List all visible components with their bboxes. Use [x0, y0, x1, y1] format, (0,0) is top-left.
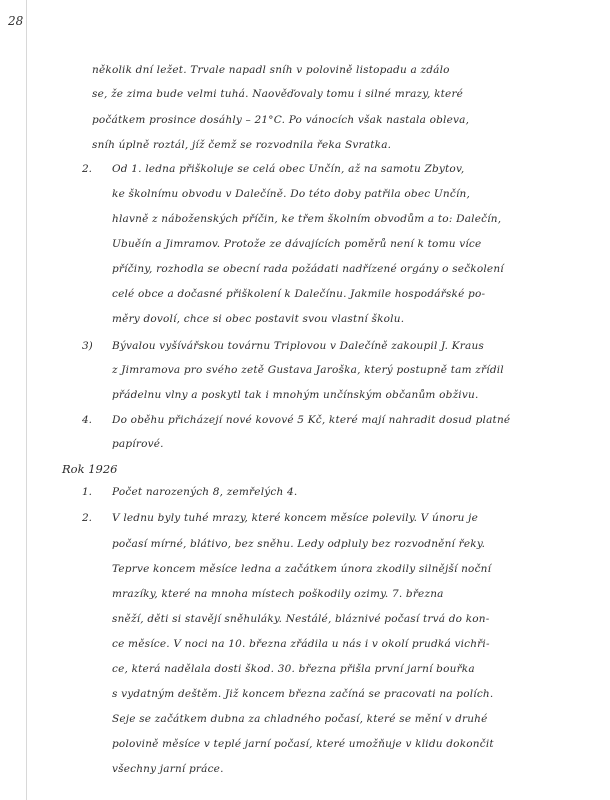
page-margin-line — [26, 0, 27, 800]
text-line: polovině měsíce v teplé jarní počasí, které umožňuje v klidu dokončit — [112, 738, 494, 750]
text-line: počátkem prosince dosáhly – 21°C. Po vánocích však nastala obleva, — [92, 114, 470, 126]
page-number: 28 — [8, 14, 24, 28]
text-line: sněží, děti si stavějí sněhuláky. Nestálé, bláznivé počasí trvá do kon- — [112, 613, 490, 625]
item-number: 2. — [82, 512, 93, 524]
text-line: Ubuěín a Jimramov. Protože ze dávajících poměrů není k tomu více — [112, 238, 482, 250]
item-number: 4. — [82, 414, 93, 426]
text-line: ce měsíce. V noci na 10. března zřádila u nás i v okolí prudká vichři- — [112, 638, 490, 650]
text-line: několik dní ležet. Trvale napadl sníh v polovině listopadu a zdálo — [92, 64, 450, 76]
item-number: 2. — [82, 163, 93, 175]
text-line: sníh úplně roztál, jíž čemž se rozvodnila řeka Svratka. — [92, 139, 392, 151]
text-line: celé obce a dočasné přiškolení k Dalečínu. Jakmile hospodářské po- — [112, 288, 486, 300]
text-line: Počet narozených 8, zemřelých 4. — [112, 486, 298, 498]
text-line: přádelnu vlny a poskytl tak i mnohým unčínským občanům obživu. — [112, 389, 479, 401]
text-line: se, že zima bude velmi tuhá. Naověďovaly tomu i silné mrazy, které — [92, 88, 464, 100]
item-number: 1. — [82, 486, 93, 498]
text-line: mrazíky, které na mnoha místech poškodily ozimy. 7. března — [112, 588, 444, 600]
text-line: počasí mírné, blátivo, bez sněhu. Ledy odpluly bez rozvodnění řeky. — [112, 538, 486, 550]
year-heading: Rok 1926 — [62, 462, 118, 476]
text-line: hlavně z náboženských příčin, ke třem školním obvodům a to: Dalečín, — [112, 213, 502, 225]
text-line: všechny jarní práce. — [112, 763, 224, 775]
text-line: ce, která nadělala dosti škod. 30. března přišla první jarní bouřka — [112, 663, 475, 675]
text-line: Bývalou vyšívářskou továrnu Triplovou v Dalečíně zakoupil J. Kraus — [112, 340, 484, 352]
text-line: Teprve koncem měsíce ledna a začátkem února zkodily silnější noční — [112, 563, 492, 575]
text-line: s vydatným deštěm. Již koncem března začíná se pracovati na polích. — [112, 688, 494, 700]
text-line: měry dovolí, chce si obec postavit svou vlastní školu. — [112, 313, 405, 325]
text-line: Seje se začátkem dubna za chladného počasí, které se mění v druhé — [112, 713, 488, 725]
text-line: z Jimramova pro svého zetě Gustava Jaroška, který postupně tam zřídil — [112, 364, 504, 376]
text-line: příčiny, rozhodla se obecní rada požádati nadřízené orgány o sečkolení — [112, 263, 504, 275]
text-line: Do oběhu přicházejí nové kovové 5 Kč, které mají nahradit dosud platné — [112, 414, 511, 426]
text-line: Od 1. ledna přiškoluje se celá obec Unčín, až na samotu Zbytov, — [112, 163, 465, 175]
text-line: ke školnímu obvodu v Dalečíně. Do této doby patřila obec Unčín, — [112, 188, 471, 200]
text-line: papírové. — [112, 438, 164, 450]
item-number: 3) — [82, 340, 93, 352]
text-line: V lednu byly tuhé mrazy, které koncem měsíce polevily. V únoru je — [112, 512, 479, 524]
